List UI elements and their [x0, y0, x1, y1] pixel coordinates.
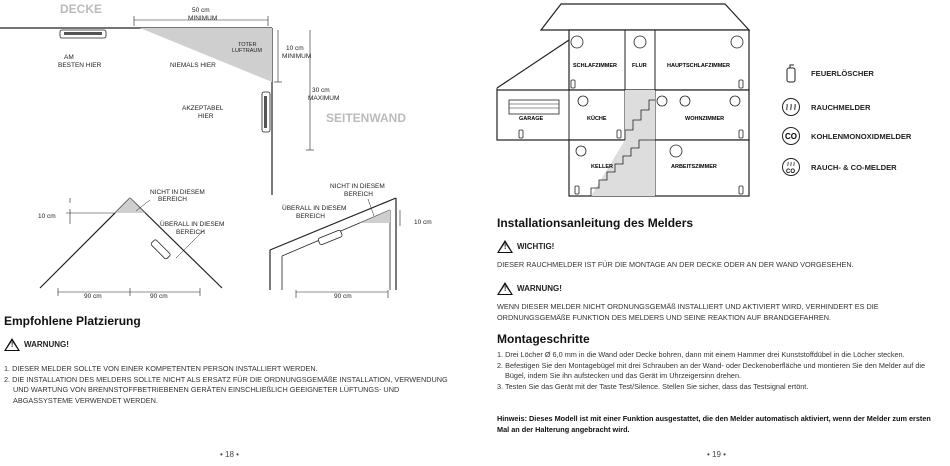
smoke-alarm-icon [781, 97, 801, 117]
legend-item: FEUERLÖSCHER [781, 63, 874, 83]
svg-text:GARAGE: GARAGE [519, 116, 544, 122]
house-diagram [495, 0, 775, 200]
placement-heading: Empfohlene Platzierung [4, 314, 141, 328]
warning-notice: ! WARNUNG! [497, 282, 562, 295]
list-item: 3. Testen Sie das Gerät mit der Taste Test/Silence. Stellen Sie sicher, dass das Testsignal ertönt. [497, 381, 809, 391]
sloped-ceiling-diagram [270, 183, 432, 300]
sidewall-label: SEITENWAND [326, 111, 407, 125]
svg-text:AM: AM [64, 54, 74, 61]
list-item: 2. Befestigen Sie den Montagebügel mit drei Schrauben an der Wand- oder Deckenoberfläche und montieren Sie den Melder auf die Bügel, indem Sie ihn aufstecken und das Gerät im Uhrzeigersinn drehen. [497, 360, 926, 380]
dead-air-label: TOTER [238, 42, 257, 48]
svg-text:ÜBERALL IN DIESEM: ÜBERALL IN DIESEM [282, 205, 347, 212]
svg-text:10 cm: 10 cm [414, 219, 432, 226]
svg-text:LUFTRAUM: LUFTRAUM [232, 48, 262, 54]
placement-diagram-top [0, 0, 475, 300]
install-heading: Installationsanleitung des Melders [497, 216, 694, 230]
svg-text:50 cm: 50 cm [192, 7, 210, 14]
svg-text:90 cm: 90 cm [84, 293, 102, 300]
fire-extinguisher-icon [781, 63, 801, 83]
svg-text:BEREICH: BEREICH [176, 229, 205, 236]
warning-icon: ! [497, 282, 513, 295]
svg-text:HAUPTSCHLAFZIMMER: HAUPTSCHLAFZIMMER [667, 63, 730, 69]
list-item: 1. DIESER MELDER SOLLTE VON EINER KOMPETENTEN PERSON INSTALLIERT WERDEN. [4, 364, 318, 373]
steps-list [497, 350, 945, 392]
important-notice: ! WICHTIG! [497, 240, 554, 253]
svg-text:MINIMUM: MINIMUM [282, 53, 312, 60]
warning-text: WENN DIESER MELDER NICHT ORDNUNGSGEMÄß INSTALLIERT UND AKTIVIERT WIRD, VERHINDERT ES DIE ORDNUNGSGEMÄßE FUNKTION DES MELDERS UND SEINE REAKTION AUF BRANDGEFAHREN. [497, 302, 879, 322]
svg-text:90 cm: 90 cm [334, 293, 352, 300]
svg-text:FLUR: FLUR [632, 63, 647, 69]
svg-text:ÜBERALL IN DIESEM: ÜBERALL IN DIESEM [160, 221, 225, 228]
placement-list [4, 364, 454, 406]
right-page [475, 0, 950, 466]
svg-text:WOHNZIMMER: WOHNZIMMER [685, 116, 725, 122]
svg-text:30 cm: 30 cm [312, 87, 330, 94]
svg-text:MINIMUM: MINIMUM [188, 15, 218, 22]
svg-text:BEREICH: BEREICH [344, 191, 373, 198]
steps-heading: Montageschritte [497, 332, 590, 346]
svg-text:NIEMALS HIER: NIEMALS HIER [170, 62, 216, 69]
warning-notice: ! WARNUNG! [4, 338, 69, 351]
svg-text:NICHT IN DIESEM: NICHT IN DIESEM [150, 189, 205, 196]
svg-text:SCHLAFZIMMER: SCHLAFZIMMER [573, 63, 617, 69]
smoke-co-alarm-icon [781, 157, 801, 177]
svg-text:MAXIMUM: MAXIMUM [308, 95, 340, 102]
list-item: 2. DIE INSTALLATION DES MELDERS SOLLTE NICHT ALS ERSATZ FÜR DIE ORDNUNGSGEMÄßE INSTALLATION, VERWENDUNG UND WARTUNG VON BRENNSTOFFBETRIEBENEN GERÄTEN EINSCHLIEßLICH GEEIGNETER LÜFTUNGS- UND ABGASSYSTEME VERWENDET WERDEN. [4, 374, 448, 405]
svg-text:BEREICH: BEREICH [296, 213, 325, 220]
warning-icon: ! [4, 338, 20, 351]
svg-text:NICHT IN DIESEM: NICHT IN DIESEM [330, 183, 385, 190]
page-number: • 19 • [707, 450, 726, 459]
svg-text:90 cm: 90 cm [150, 293, 168, 300]
co-alarm-icon [781, 126, 801, 146]
legend-item: CO RAUCH- & CO-MELDER [781, 157, 897, 177]
svg-text:ARBEITSZIMMER: ARBEITSZIMMER [671, 164, 717, 170]
important-text: DIESER RAUCHMELDER IST FÜR DIE MONTAGE AN DER DECKE ODER AN DER WAND VORGESEHEN. [497, 260, 854, 269]
svg-text:HIER: HIER [198, 113, 214, 120]
svg-text:10 cm: 10 cm [286, 45, 304, 52]
legend-item: CO KOHLENMONOXIDMELDER [781, 126, 911, 146]
svg-text:AKZEPTABEL: AKZEPTABEL [182, 105, 224, 112]
svg-text:CO: CO [785, 132, 797, 141]
pitched-roof-diagram [38, 189, 224, 300]
svg-text:10 cm: 10 cm [38, 213, 56, 220]
list-item: 1. Drei Löcher Ø 6,0 mm in die Wand oder Decke bohren, dann mit einem Hammer drei Kunststoffdübel in die Löcher stecken. [497, 350, 905, 359]
svg-text:BESTEN HIER: BESTEN HIER [58, 62, 102, 69]
svg-text:KELLER: KELLER [591, 164, 613, 170]
ceiling-label: DECKE [60, 2, 103, 16]
svg-text:KÜCHE: KÜCHE [587, 116, 607, 122]
svg-text:BEREICH: BEREICH [158, 196, 187, 203]
warning-icon: ! [497, 240, 513, 253]
hint-text: Hinweis: Dieses Modell ist mit einer Funktion ausgestattet, die den Melder automatisch aktiviert, wenn der Melder zum ersten Mal an der Halterung angebracht wird. [497, 414, 931, 434]
page-number: • 18 • [220, 450, 239, 459]
svg-text:CO: CO [786, 169, 795, 175]
legend-item: RAUCHMELDER [781, 97, 870, 117]
